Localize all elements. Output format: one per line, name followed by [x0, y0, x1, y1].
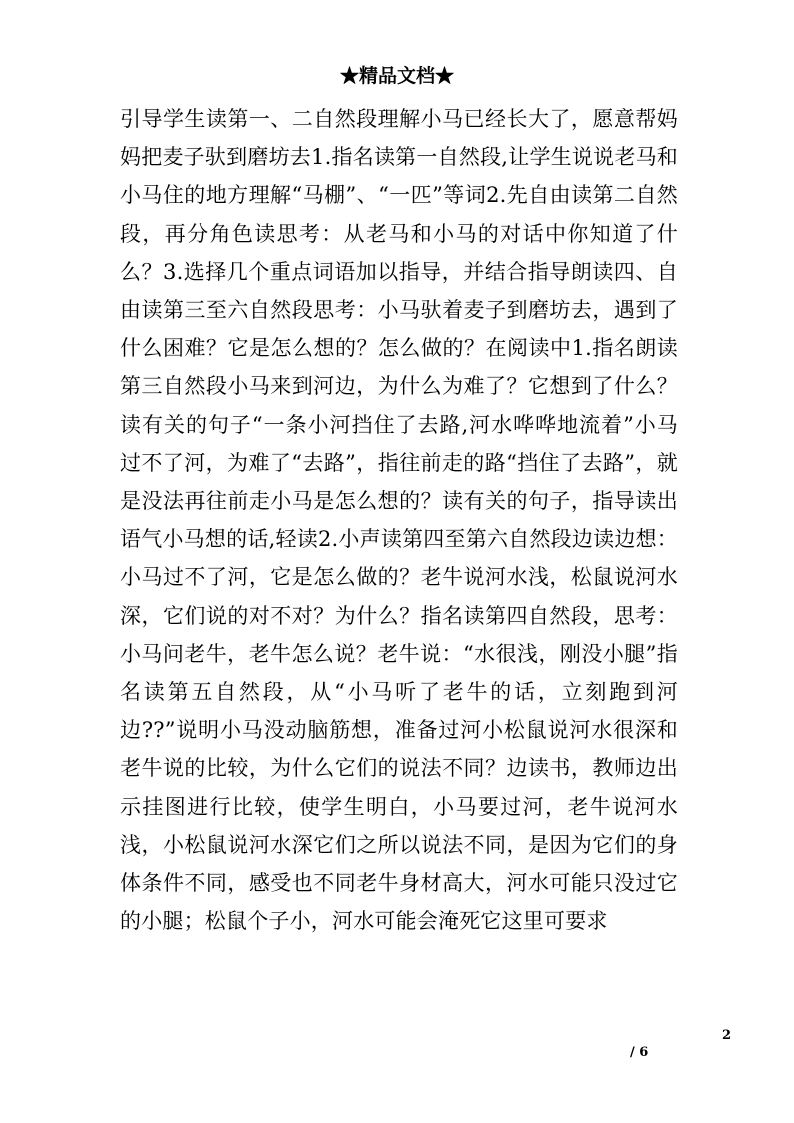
page-header-title: ★精品文档★: [339, 65, 454, 87]
page-number: 2: [722, 1028, 732, 1043]
document-body-paragraph: 引导学生读第一、二自然段理解小马已经长大了，愿意帮妈妈把麦子驮到磨坊去1.指名读第一自然段,让学生说说老马和小马住的地方理解“马棚”、“一匹”等词2.先自由读第二自然段，再分角色读思考：从老马和小马的对话中你知道了什么？3.选择几个重点词语加以指导，并结合指导朗读四、自由读第三至六自然段思考：小马驮着麦子到磨坊去，遇到了什么困难？它是怎么想的？怎么做的？在阅读中1.指名朗读第三自然段小马来到河边，为什么为难了？它想到了什么？读有关的句子“一条小河挡住了去路,河水哗哗地流着”小马过不了河，为难了“去路”，指往前走的路“挡住了去路”，就是没法再往前走小马是怎么想的？读有关的句子，指导读出语气小马想的话,轻读2.小声读第四至第六自然段边读边想：小马过不了河，它是怎么做的？老牛说河水浅，松鼠说河水深，它们说的对不对？为什么？指名读第四自然段，思考：小马问老牛，老牛怎么说？老牛说：“水很浅，刚没小腿”指名读第五自然段，从“小马听了老牛的话，立刻跑到河边??”说明小马没动脑筋想，准备过河小松鼠说河水很深和老牛说的比较，为什么它们的说法不同？边读书，教师边出示挂图进行比较，使学生明白，小马要过河，老牛说河水浅，小松鼠说河水深它们之所以说法不同，是因为它们的身体条件不同，感受也不同老牛身材高大，河水可能只没过它的小腿；松鼠个子小，河水可能会淹死它这里可要求: [120, 107, 678, 934]
page-total: / 6: [630, 1045, 649, 1060]
